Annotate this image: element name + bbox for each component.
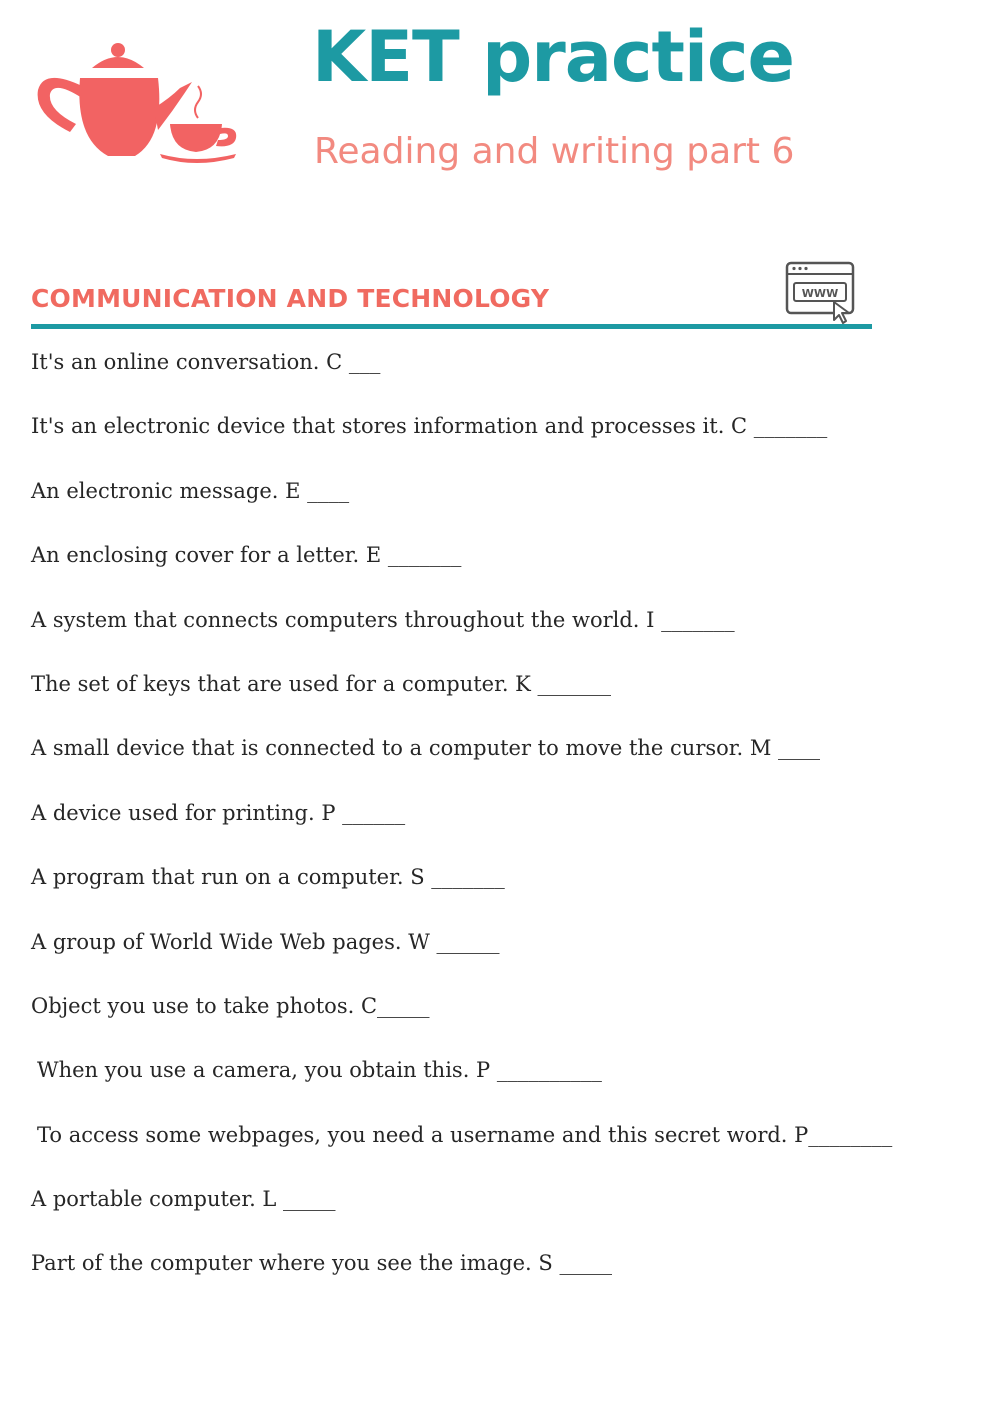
question-item: It's an electronic device that stores information and processes it. C _______ <box>31 414 828 439</box>
question-item: An enclosing cover for a letter. E _______ <box>31 543 462 568</box>
section-heading: COMMUNICATION AND TECHNOLOGY <box>31 284 550 313</box>
question-list <box>31 348 971 1314</box>
browser-www-icon <box>784 260 860 324</box>
question-item: A small device that is connected to a computer to move the cursor. M ____ <box>31 736 821 761</box>
question-item: A program that run on a computer. S _______ <box>31 865 505 890</box>
question-item: A device used for printing. P ______ <box>31 800 406 825</box>
section-divider <box>31 324 872 329</box>
question-item: A group of World Wide Web pages. W ______ <box>31 929 500 954</box>
question-item: To access some webpages, you need a username and this secret word. P________ <box>37 1122 893 1147</box>
question-item: Part of the computer where you see the image. S _____ <box>31 1251 612 1276</box>
teapot-logo-icon <box>30 38 245 170</box>
question-item: A system that connects computers throughout the world. I _______ <box>31 607 735 632</box>
question-item: A portable computer. L _____ <box>31 1187 336 1212</box>
page-subtitle: Reading and writing part 6 <box>314 131 795 172</box>
question-item: When you use a camera, you obtain this. P __________ <box>37 1058 602 1083</box>
page-title: KET practice <box>312 16 794 98</box>
www-icon-text: WWW <box>801 287 839 300</box>
question-item: Object you use to take photos. C_____ <box>31 993 430 1018</box>
question-item: An electronic message. E ____ <box>31 478 350 503</box>
question-item: It's an online conversation. C ___ <box>31 350 381 374</box>
question-item: The set of keys that are used for a computer. K _______ <box>31 671 612 696</box>
